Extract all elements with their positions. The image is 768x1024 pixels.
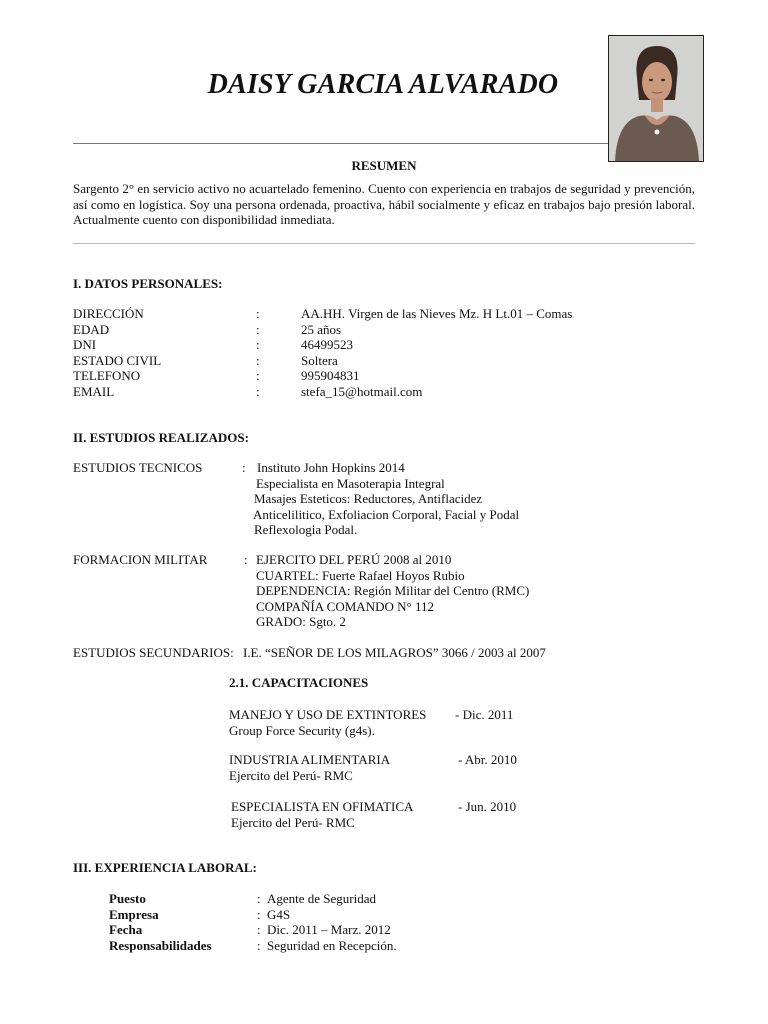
training-title: INDUSTRIA ALIMENTARIA bbox=[229, 752, 391, 767]
studies-heading: II. ESTUDIOS REALIZADOS: bbox=[73, 430, 249, 445]
personal-value: 25 años bbox=[301, 321, 342, 337]
training-org: Ejercito del Perú- RMC bbox=[231, 814, 355, 830]
personal-separator: : bbox=[256, 368, 260, 383]
personal-value: stefa_15@hotmail.com bbox=[301, 383, 423, 399]
training-org: Ejercito del Perú- RMC bbox=[229, 767, 353, 783]
header-divider bbox=[73, 143, 608, 144]
personal-row bbox=[73, 384, 673, 400]
personal-label: DIRECCIÓN bbox=[73, 306, 144, 321]
experience-label: Empresa bbox=[109, 906, 159, 922]
personal-label: ESTADO CIVIL bbox=[73, 352, 162, 368]
personal-label: DNI bbox=[73, 337, 97, 352]
experience-row bbox=[73, 938, 673, 954]
secondary-studies-label: ESTUDIOS SECUNDARIOS: bbox=[73, 645, 234, 660]
personal-separator: : bbox=[256, 306, 260, 321]
training-date: - Jun. 2010 bbox=[458, 799, 517, 814]
technical-studies-line: Masajes Esteticos: Reductores, Antiflacidez bbox=[254, 491, 483, 506]
military-training-line: CUARTEL: Fuerte Rafael Hoyos Rubio bbox=[256, 567, 465, 583]
military-training bbox=[73, 552, 673, 632]
personal-separator: : bbox=[256, 337, 260, 352]
personal-heading: I. DATOS PERSONALES: bbox=[73, 276, 223, 291]
technical-studies-line: Reflexologia Podal. bbox=[254, 522, 358, 537]
personal-value: Soltera bbox=[301, 352, 338, 368]
summary-text: Sargento 2° en servicio activo no acuartelado femenino. Cuento con experiencia en trabajos de seguridad y prevención, así como en logística. Soy una persona ordenada, proactiva, hábil socialmente y eficaz en trabajos bajo presión laboral. Actualmente cuento con disponibilidad inmediata. bbox=[73, 181, 695, 227]
experience-row bbox=[73, 907, 673, 923]
trainings-heading: 2.1. CAPACITACIONES bbox=[229, 675, 369, 690]
military-training-line: GRADO: Sgto. 2 bbox=[256, 614, 346, 629]
personal-separator: : bbox=[256, 383, 260, 399]
personal-row bbox=[73, 306, 673, 322]
personal-label: TELEFONO bbox=[73, 368, 141, 383]
experience-heading: III. EXPERIENCIA LABORAL: bbox=[73, 860, 257, 875]
experience-value: Agente de Seguridad bbox=[267, 891, 377, 906]
experience-row bbox=[73, 922, 673, 938]
personal-row bbox=[73, 368, 673, 384]
secondary-studies-value: I.E. “SEÑOR DE LOS MILAGROS” 3066 / 2003 al 2007 bbox=[242, 645, 546, 660]
technical-studies-label: ESTUDIOS TECNICOS bbox=[73, 460, 203, 475]
technical-studies-line: Especialista en Masoterapia Integral bbox=[256, 475, 445, 491]
experience-list bbox=[73, 891, 673, 953]
experience-separator: : bbox=[257, 937, 261, 953]
technical-studies-separator: : bbox=[242, 460, 246, 475]
training-org: Group Force Security (g4s). bbox=[229, 722, 375, 738]
experience-separator: : bbox=[257, 906, 261, 922]
experience-value: G4S bbox=[267, 906, 291, 922]
personal-row bbox=[73, 337, 673, 353]
technical-studies-line: Instituto John Hopkins 2014 bbox=[257, 460, 405, 475]
experience-label: Puesto bbox=[109, 891, 146, 906]
experience-separator: : bbox=[257, 891, 261, 906]
experience-label: Fecha bbox=[109, 922, 143, 937]
experience-separator: : bbox=[257, 922, 261, 937]
profile-photo bbox=[608, 35, 704, 162]
military-training-line: DEPENDENCIA: Región Militar del Centro (RMC) bbox=[256, 583, 530, 598]
personal-value: 995904831 bbox=[301, 368, 360, 383]
summary-divider bbox=[73, 243, 695, 244]
military-training-separator: : bbox=[244, 552, 248, 567]
technical-studies bbox=[73, 460, 673, 540]
secondary-studies bbox=[73, 645, 546, 661]
personal-row bbox=[73, 322, 673, 338]
summary-title: RESUMEN bbox=[351, 158, 417, 173]
candidate-name-text: DAISY GARCIA ALVARADO bbox=[207, 69, 559, 100]
training-item bbox=[231, 799, 551, 831]
personal-label: EDAD bbox=[73, 321, 110, 337]
personal-value: 46499523 bbox=[301, 337, 353, 352]
training-item bbox=[229, 752, 549, 784]
training-item bbox=[229, 707, 549, 739]
technical-studies-line: Anticelilitico, Exfoliacion Corporal, Facial y Podal bbox=[253, 506, 520, 522]
personal-separator: : bbox=[256, 321, 260, 337]
training-title: MANEJO Y USO DE EXTINTORES bbox=[229, 707, 427, 722]
experience-row bbox=[73, 891, 673, 907]
experience-label: Responsabilidades bbox=[109, 937, 212, 953]
personal-data-list bbox=[73, 306, 673, 399]
personal-row bbox=[73, 353, 673, 369]
personal-value: AA.HH. Virgen de las Nieves Mz. H Lt.01 – Comas bbox=[301, 306, 573, 321]
experience-value: Seguridad en Recepción. bbox=[267, 937, 397, 953]
training-date: - Dic. 2011 bbox=[455, 707, 514, 722]
training-title: ESPECIALISTA EN OFIMATICA bbox=[231, 799, 414, 814]
personal-separator: : bbox=[256, 352, 260, 368]
experience-value: Dic. 2011 – Marz. 2012 bbox=[267, 922, 391, 937]
military-training-label: FORMACION MILITAR bbox=[73, 552, 208, 567]
military-training-line: COMPAÑÍA COMANDO N° 112 bbox=[256, 598, 434, 614]
military-training-line: EJERCITO DEL PERÚ 2008 al 2010 bbox=[256, 552, 452, 567]
personal-label: EMAIL bbox=[73, 383, 115, 399]
person-portrait-icon bbox=[609, 36, 703, 161]
training-date: - Abr. 2010 bbox=[458, 752, 517, 767]
